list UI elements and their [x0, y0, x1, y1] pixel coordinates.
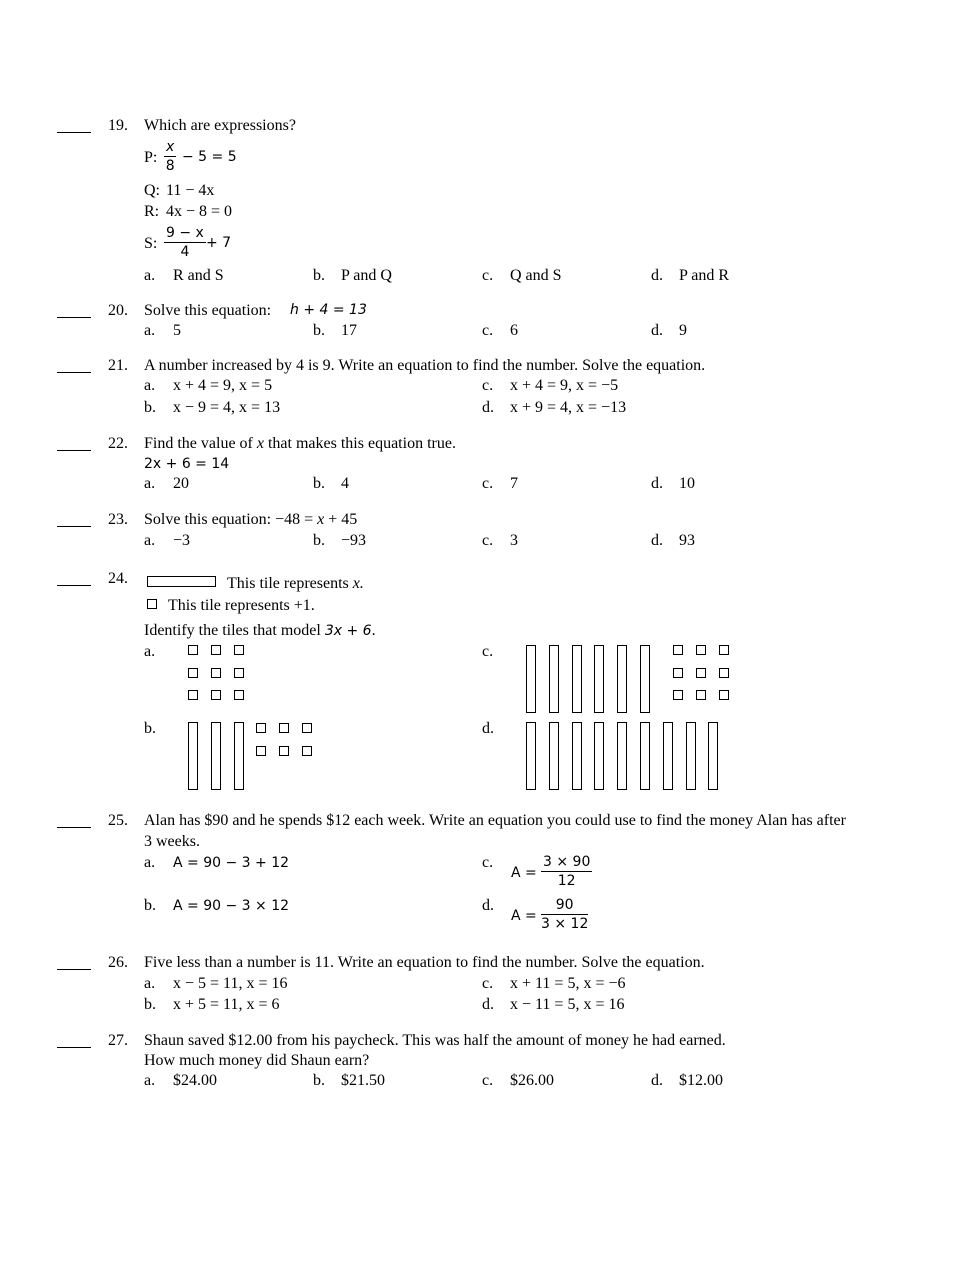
expression-p-fraction — [164, 140, 176, 173]
x-tile — [549, 645, 559, 713]
unit-tile — [279, 746, 289, 756]
x-tile — [572, 722, 582, 790]
option-text[interactable]: R and S — [173, 267, 224, 284]
option-letter: d. — [651, 532, 663, 549]
unit-tile — [234, 690, 244, 700]
question-stem-27-line1: Shaun saved $12.00 from his paycheck. This was half the amount of money he had earned. — [144, 1032, 726, 1049]
unit-tile — [256, 723, 266, 733]
option-text[interactable]: $21.50 — [341, 1072, 385, 1089]
unit-tile — [211, 645, 221, 655]
option-d-fraction[interactable] — [541, 898, 588, 931]
unit-tile — [279, 723, 289, 733]
option-letter: b. — [313, 532, 325, 549]
option-text[interactable]: $26.00 — [510, 1072, 554, 1089]
question-stem-22: Find the value of x that makes this equation true. — [144, 435, 456, 452]
unit-tile — [696, 668, 706, 678]
expression-q: 11 − 4x — [166, 182, 215, 199]
option-letter: c. — [482, 475, 494, 492]
option-text[interactable]: 3 — [510, 532, 518, 549]
answer-blank-21[interactable] — [57, 372, 91, 373]
question-stem-25-line1: Alan has $90 and he spends $12 each week. Write an equation you could use to find the money Alan has after — [144, 812, 846, 829]
option-letter: a. — [144, 643, 156, 660]
x-tile — [686, 722, 696, 790]
option-letter: a. — [144, 1072, 156, 1089]
option-c-fraction[interactable] — [541, 855, 592, 888]
option-letter: c. — [482, 643, 494, 660]
option-text[interactable]: x + 4 = 9, x = −5 — [510, 377, 619, 394]
option-text[interactable]: x − 11 = 5, x = 16 — [510, 996, 625, 1013]
option-c-lhs[interactable]: A = — [511, 865, 537, 881]
unit-tile — [302, 723, 312, 733]
option-letter: a. — [144, 322, 156, 339]
question-stem-24: Identify the tiles that model 3x + 6. — [144, 622, 376, 639]
option-text[interactable]: x + 11 = 5, x = −6 — [510, 975, 626, 992]
question-number-25: 25. — [108, 812, 128, 829]
question-stem-21: A number increased by 4 is 9. Write an equation to find the number. Solve the equation. — [144, 357, 706, 374]
x-tile — [640, 645, 650, 713]
x-tile — [549, 722, 559, 790]
question-stem-26: Five less than a number is 11. Write an equation to find the number. Solve the equation. — [144, 954, 705, 971]
option-letter: a. — [144, 475, 156, 492]
option-letter: d. — [482, 720, 494, 737]
option-text[interactable]: 93 — [679, 532, 695, 549]
unit-tile — [673, 645, 683, 655]
expression-p-rest: − 5 = 5 — [182, 149, 237, 165]
option-text[interactable]: −3 — [173, 532, 191, 549]
unit-tile — [719, 645, 729, 655]
answer-blank-20[interactable] — [57, 317, 91, 318]
fraction-denominator: 4 — [164, 242, 206, 259]
option-letter: b. — [144, 996, 156, 1013]
question-stem-27-line2: How much money did Shaun earn? — [144, 1052, 370, 1069]
expression-s-rest: + 7 — [206, 235, 232, 251]
fraction-numerator: 90 — [555, 897, 574, 913]
unit-tile — [673, 668, 683, 678]
fraction-numerator: x — [166, 139, 175, 155]
answer-blank-23[interactable] — [57, 526, 91, 527]
x-tile — [526, 645, 536, 713]
question-number-24: 24. — [108, 570, 128, 587]
option-letter: d. — [482, 996, 494, 1013]
x-tile-caption: This tile represents x. — [227, 575, 364, 592]
option-letter: a. — [144, 975, 156, 992]
option-text[interactable]: $12.00 — [679, 1072, 723, 1089]
option-text[interactable]: Q and S — [510, 267, 562, 284]
question-stem-20: Solve this equation: — [144, 302, 272, 319]
question-number-20: 20. — [108, 302, 128, 319]
unit-tile — [302, 746, 312, 756]
unit-tile — [256, 746, 266, 756]
option-text[interactable]: −93 — [341, 532, 367, 549]
fraction-numerator: 9 − x — [166, 225, 204, 241]
option-expression-b[interactable]: A = 90 − 3 × 12 — [173, 898, 290, 914]
question-number-21: 21. — [108, 357, 128, 374]
option-letter: d. — [482, 399, 494, 416]
option-text[interactable]: $24.00 — [173, 1072, 217, 1089]
x-tile — [572, 645, 582, 713]
option-letter: a. — [144, 532, 156, 549]
option-letter: c. — [482, 377, 494, 394]
expression-r: 4x − 8 = 0 — [166, 203, 233, 220]
option-text[interactable]: x − 9 = 4, x = 13 — [173, 399, 281, 416]
answer-blank-22[interactable] — [57, 450, 91, 451]
question-number-22: 22. — [108, 435, 128, 452]
option-letter: d. — [651, 1072, 663, 1089]
option-letter: c. — [482, 532, 494, 549]
x-tile — [594, 722, 604, 790]
option-text[interactable]: 17 — [341, 322, 357, 339]
fraction-denominator: 8 — [165, 158, 175, 174]
option-text[interactable]: 6 — [510, 322, 518, 339]
option-letter: a. — [144, 854, 156, 871]
option-d-lhs[interactable]: A = — [511, 908, 537, 924]
question-number-26: 26. — [108, 954, 128, 971]
unit-tile-legend — [147, 599, 157, 609]
option-text[interactable]: P and R — [679, 267, 730, 284]
unit-tile-caption: This tile represents +1. — [168, 597, 315, 614]
x-tile — [708, 722, 718, 790]
option-text[interactable]: 5 — [173, 322, 181, 339]
option-text[interactable]: 9 — [679, 322, 687, 339]
option-expression-a[interactable]: A = 90 − 3 + 12 — [173, 855, 290, 871]
question-stem-23: Solve this equation: −48 = x + 45 — [144, 511, 358, 528]
option-letter: c. — [482, 322, 494, 339]
unit-tile — [234, 668, 244, 678]
expression-s-label: S: — [144, 235, 158, 252]
option-letter: c. — [482, 1072, 494, 1089]
x-tile — [211, 722, 221, 790]
option-text[interactable]: x + 9 = 4, x = −13 — [510, 399, 627, 416]
unit-tile — [211, 668, 221, 678]
unit-tile — [188, 690, 198, 700]
answer-blank-24[interactable] — [57, 585, 91, 586]
answer-blank-26[interactable] — [57, 969, 91, 970]
option-letter: b. — [144, 399, 156, 416]
x-tile — [617, 722, 627, 790]
answer-blank-19[interactable] — [57, 132, 91, 133]
unit-tile — [188, 668, 198, 678]
option-letter: b. — [144, 720, 156, 737]
question-stem-19: Which are expressions? — [144, 117, 296, 134]
x-tile — [188, 722, 198, 790]
unit-tile — [211, 690, 221, 700]
option-letter: b. — [313, 1072, 325, 1089]
option-letter: d. — [651, 322, 663, 339]
x-tile — [617, 645, 627, 713]
option-text[interactable]: x − 5 = 11, x = 16 — [173, 975, 288, 992]
equation-20: h + 4 = 13 — [290, 302, 367, 318]
fraction-numerator: 3 × 90 — [543, 854, 591, 870]
option-letter: c. — [482, 267, 494, 284]
question-number-23: 23. — [108, 511, 128, 528]
x-tile — [663, 722, 673, 790]
expression-p-label: P: — [144, 149, 158, 166]
unit-tile — [719, 690, 729, 700]
option-letter: a. — [144, 377, 156, 394]
question-number-27: 27. — [108, 1032, 128, 1049]
option-text[interactable]: x + 5 = 11, x = 6 — [173, 996, 280, 1013]
x-tile — [594, 645, 604, 713]
option-letter: b. — [313, 475, 325, 492]
x-tile-legend — [147, 576, 216, 587]
option-text[interactable]: 4 — [341, 475, 349, 492]
option-letter: d. — [651, 267, 663, 284]
expression-s-fraction — [164, 226, 206, 259]
option-letter: d. — [482, 897, 494, 914]
unit-tile — [719, 668, 729, 678]
option-letter: c. — [482, 975, 494, 992]
x-tile — [526, 722, 536, 790]
option-letter: a. — [144, 267, 156, 284]
unit-tile — [234, 645, 244, 655]
unit-tile — [696, 690, 706, 700]
question-number-19: 19. — [108, 117, 128, 134]
option-letter: c. — [482, 854, 494, 871]
fraction-denominator: 12 — [541, 871, 592, 888]
option-text[interactable]: P and Q — [341, 267, 392, 284]
option-letter: b. — [313, 267, 325, 284]
unit-tile — [188, 645, 198, 655]
x-tile — [234, 722, 244, 790]
option-text[interactable]: 7 — [510, 475, 518, 492]
option-letter: d. — [651, 475, 663, 492]
option-text[interactable]: 20 — [173, 475, 189, 492]
unit-tile — [673, 690, 683, 700]
option-text[interactable]: x + 4 = 9, x = 5 — [173, 377, 273, 394]
equation-22: 2x + 6 = 14 — [144, 456, 230, 472]
answer-blank-27[interactable] — [57, 1047, 91, 1048]
x-tile — [640, 722, 650, 790]
option-text[interactable]: 10 — [679, 475, 695, 492]
expression-r-label: R: — [144, 203, 160, 220]
question-stem-25-line2: 3 weeks. — [144, 833, 200, 850]
unit-tile — [696, 645, 706, 655]
answer-blank-25[interactable] — [57, 827, 91, 828]
fraction-denominator: 3 × 12 — [541, 916, 589, 932]
expression-q-label: Q: — [144, 182, 160, 199]
option-letter: b. — [313, 322, 325, 339]
option-letter: b. — [144, 897, 156, 914]
